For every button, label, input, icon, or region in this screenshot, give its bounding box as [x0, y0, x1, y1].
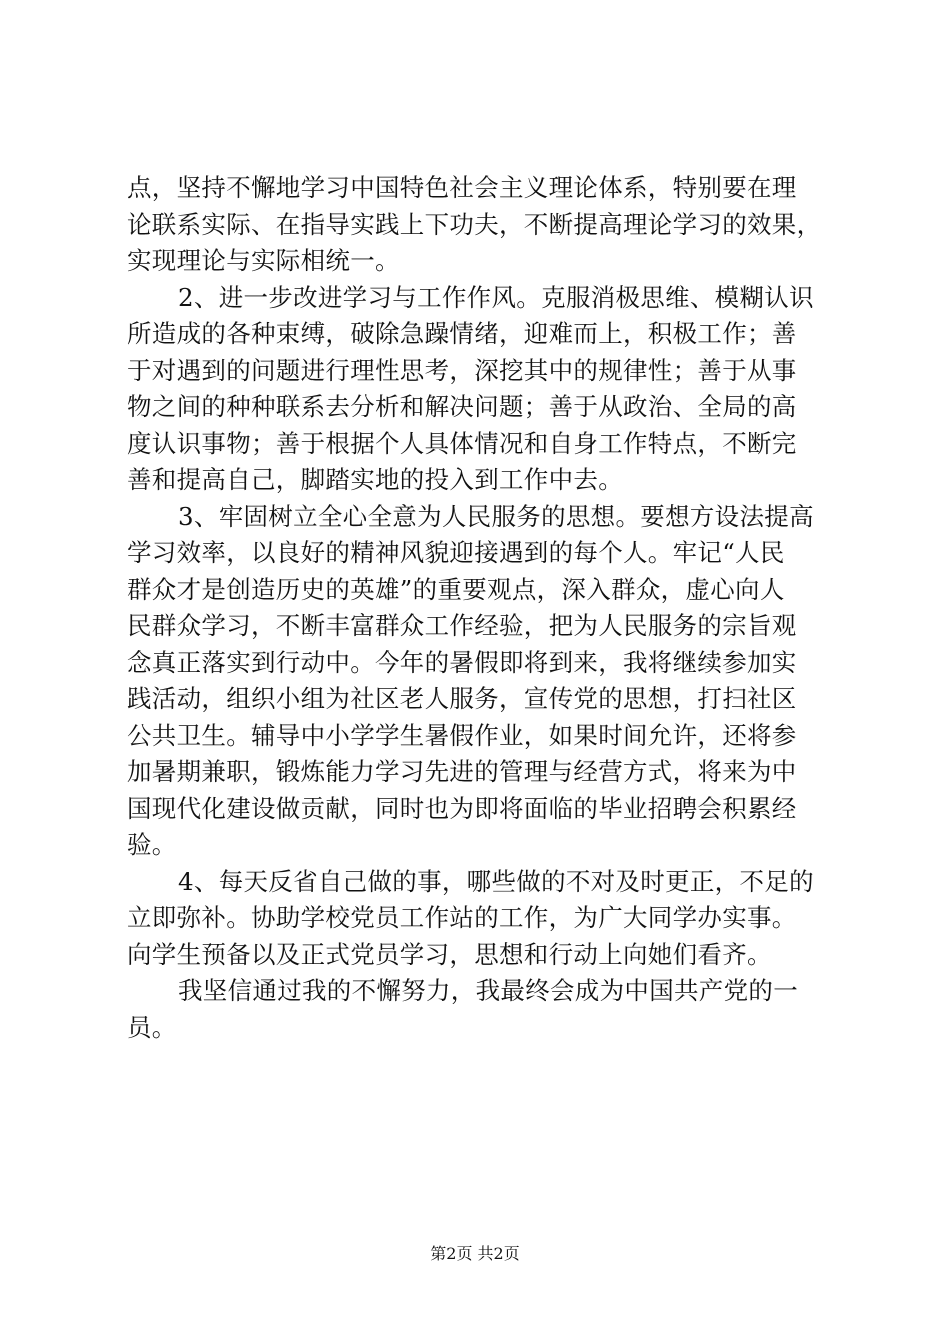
text-line: 物之间的种种联系去分析和解决问题；善于从政治、全局的高	[127, 392, 797, 421]
text-line: 我坚信通过我的不懈努力，我最终会成为中国共产党的一	[178, 976, 798, 1005]
text-line: 立即弥补。协助学校党员工作站的工作，为广大同学办实事。	[127, 903, 797, 932]
text-line: 善和提高自己，脚踏实地的投入到工作中去。	[127, 465, 623, 494]
text-line: 度认识事物；善于根据个人具体情况和自身工作特点，不断完	[127, 428, 797, 458]
text-line: 2、进一步改进学习与工作作风。克服消极思维、模糊认识	[178, 282, 814, 312]
text-line: 验。	[127, 830, 177, 859]
text-line: 公共卫生。辅导中小学学生暑假作业，如果时间允许，还将参	[127, 720, 797, 750]
text-line: 论联系实际、在指导实践上下功夫，不断提高理论学习的效果，	[127, 209, 822, 239]
text-line: 实现理论与实际相统一。	[127, 246, 400, 275]
page-number-footer: 第2页 共2页	[430, 1244, 520, 1263]
text-line: 于对遇到的问题进行理性思考，深挖其中的规律性；善于从事	[127, 355, 797, 385]
document-body	[127, 170, 839, 1046]
text-line: 所造成的各种束缚，破除急躁情绪，迎难而上，积极工作；善	[127, 319, 797, 348]
text-line: 员。	[127, 1012, 177, 1042]
text-line: 学习效率，以良好的精神风貌迎接遇到的每个人。牢记“人民	[127, 538, 785, 567]
text-line: 4、每天反省自己做的事，哪些做的不对及时更正，不足的	[178, 866, 814, 896]
text-line: 民群众学习，不断丰富群众工作经验，把为人民服务的宗旨观	[127, 611, 797, 640]
text-line: 点，坚持不懈地学习中国特色社会主义理论体系，特别要在理	[127, 173, 797, 202]
text-line: 念真正落实到行动中。今年的暑假即将到来，我将继续参加实	[127, 647, 797, 677]
text-line: 群众才是创造历史的英雄”的重要观点，深入群众，虚心向人	[127, 574, 785, 604]
text-line: 向学生预备以及正式党员学习，思想和行动上向她们看齐。	[127, 939, 772, 969]
text-line: 国现代化建设做贡献，同时也为即将面临的毕业招聘会积累经	[127, 793, 797, 823]
text-line: 加暑期兼职，锻炼能力学习先进的管理与经营方式，将来为中	[127, 757, 797, 786]
text-line: 3、牢固树立全心全意为人民服务的思想。要想方设法提高	[178, 501, 814, 531]
text-line: 践活动，组织小组为社区老人服务，宣传党的思想，打扫社区	[127, 684, 797, 713]
